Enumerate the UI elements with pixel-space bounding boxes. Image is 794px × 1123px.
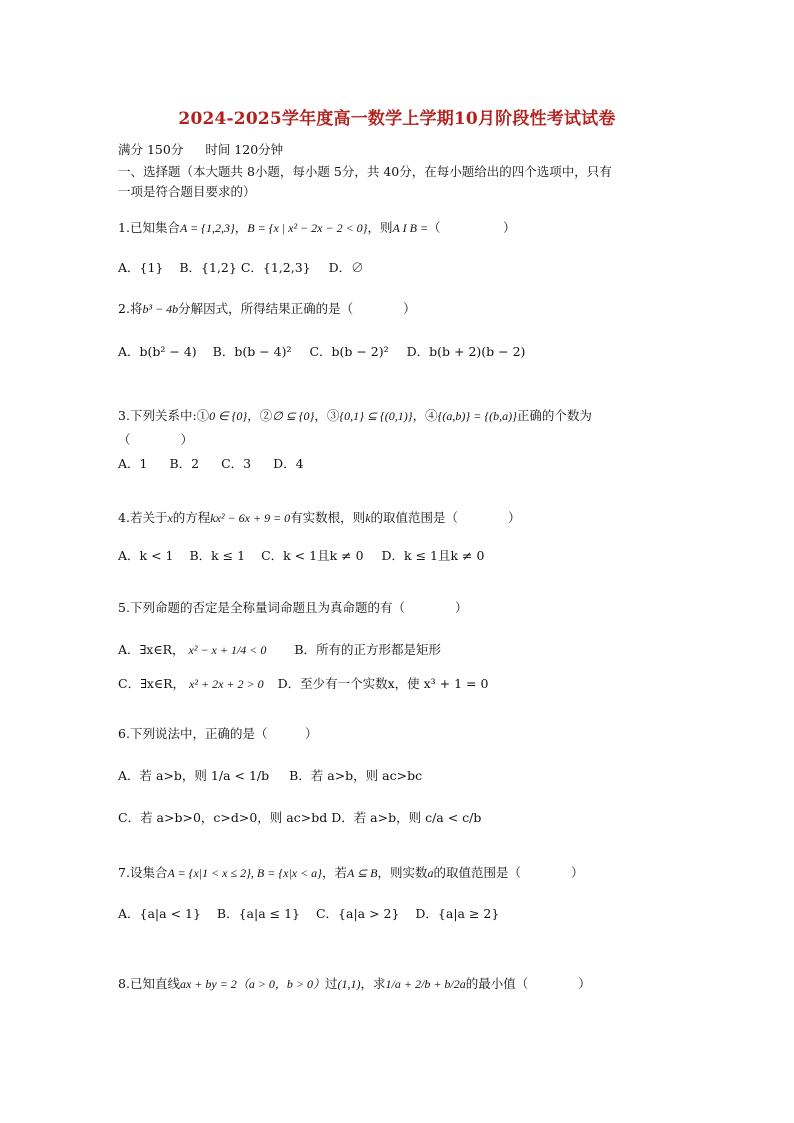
question-number: 4. [118,510,130,525]
separator: ，③ [314,408,340,423]
q6-options-row1 [118,766,422,784]
q4-options [118,546,484,564]
exam-meta [118,140,283,158]
question-number: 7. [118,865,130,880]
question-text: 的取值范围是（ ） [370,510,521,525]
option-a: A．若 a>b，则 1/a < 1/b [118,768,270,783]
question-8 [118,974,591,992]
question-text: 下列命题的否定是全称量词命题且为真命题的有（ ） [129,600,468,615]
question-text: 分解因式，所得结果正确的是（ ） [178,301,416,316]
question-text: 的方程 [172,510,211,525]
relation-4: {(a,b)} = {(b,a)} [437,409,517,423]
question-text: ，求 [360,976,386,991]
full-score: 满分 150分 [118,142,184,157]
option-d: D．若 a>b，则 c/a < c/b [331,810,482,825]
question-text: 下列关系中:① [129,408,210,423]
question-number: 5. [118,600,130,615]
option-c-prefix: C．∃x∈R， [118,676,186,691]
option-b: B．{a|a ≤ 1} [216,906,300,921]
q5-options-row1 [118,640,441,658]
question-text: 过 [325,976,338,991]
option-b: B．所有的正方形都是矩形 [294,642,442,657]
q5-options-row2 [118,674,488,692]
option-a: A．{a|a < 1} [118,906,201,921]
option-b: B．k ≤ 1 [189,548,246,563]
q3-options [118,454,304,472]
relation-2: ∅ ⊆ {0} [272,409,315,423]
question-text: 下列说法中，正确的是（ ） [129,726,318,741]
question-7 [118,863,584,881]
relation-1: 0 ∈ {0} [209,409,248,423]
question-3 [118,406,592,424]
option-b: B．b(b − 4)² [212,344,292,359]
page-title: 2024-2025学年度高一数学上学期10月阶段性考试试卷 [178,109,616,129]
answer-paren: （ ） [118,432,194,447]
set-definitions: A = {x|1 < x ≤ 2}, B = {x|x < a} [167,866,322,880]
question-text: 已知集合 [129,220,180,235]
question-text: ，则 [367,220,393,235]
option-c: C．{a|a > 2} [315,906,400,921]
option-d: D．至少有一个实数x，使 x³ + 1 = 0 [277,676,489,691]
question-text: 若关于 [129,510,168,525]
question-text: 将 [129,301,143,316]
option-d: D．∅ [328,260,364,275]
section-heading-line1: 一、选择题（本大题共 8小题，每小题 5分，共 40分，在每小题给出的四个选项中，只有 [118,164,612,179]
separator: ，④ [412,408,438,423]
question-1 [118,218,516,236]
option-a-expr: x² − x + 1/4 < 0 [188,643,267,657]
option-a: A．{1} [118,260,164,275]
option-b: B．2 [169,456,200,471]
question-number: 8. [118,976,130,991]
question-text: 的最小值（ ） [465,976,591,991]
option-d: D．b(b + 2)(b − 2) [406,344,526,359]
option-a: A．b(b² − 4) [118,344,197,359]
option-c: C．若 a>b>0，c>d>0，则 ac>bd [118,810,328,825]
question-number: 1. [118,220,130,235]
option-c: C．b(b − 2)² [309,344,389,359]
variable-x: x [167,511,173,525]
q2-options [118,342,525,360]
separator: ， [234,220,248,235]
option-c-expr: x² + 2x + 2 > 0 [189,677,264,691]
question-text: 有实数根，则 [290,510,366,525]
question-2 [118,299,416,317]
answer-paren: （ ） [428,220,516,235]
question-4 [118,508,521,526]
question-text: 的取值范围是（ ） [433,865,584,880]
equation: kx² − 6x + 9 = 0 [210,511,291,525]
question-text: ，若 [321,865,347,880]
option-d: D．{a|a ≥ 2} [415,906,500,921]
option-a: A．k < 1 [118,548,174,563]
q6-options-row2 [118,808,481,826]
question-text: 已知直线 [129,976,180,991]
separator: ，② [247,408,273,423]
condition: （a > 0，b > 0） [236,977,326,991]
variable-k: k [365,511,371,525]
question-text: 设集合 [129,865,168,880]
q1-options [118,258,364,276]
option-a-prefix: A．∃x∈R， [118,642,185,657]
question-number: 2. [118,301,130,316]
poly-expr: b³ − 4b [142,302,179,316]
option-a: A．1 [118,456,148,471]
section-heading-line2: 一项是符合题目要求的） [118,184,256,199]
variable-a: a [427,866,434,880]
subset-relation: A ⊆ B [347,866,378,880]
point: (1,1) [337,977,361,991]
exam-time: 时间 120分钟 [205,142,284,157]
question-number: 3. [118,408,130,423]
q7-options [118,904,499,922]
option-d: D．4 [273,456,304,471]
option-b: B．{1,2} [179,260,237,275]
question-text: 正确的个数为 [516,408,592,423]
option-d: D．k ≤ 1且k ≠ 0 [381,548,485,563]
question-text: ，则实数 [377,865,428,880]
question-6 [118,724,317,742]
target-expression: 1/a + 2/b + b/2a [385,977,466,991]
option-c: C．{1,2,3} [240,260,311,275]
question-number: 6. [118,726,130,741]
set-b: B = {x | x² − 2x − 2 < 0} [247,221,368,235]
relation-3: {0,1} ⊆ {(0,1)} [339,409,413,423]
option-c: C．k < 1且k ≠ 0 [261,548,364,563]
question-5 [118,598,467,616]
option-b: B．若 a>b，则 ac>bc [289,768,423,783]
intersection-expr: A I B = [392,221,429,235]
set-a: A = {1,2,3} [179,221,235,235]
line-equation: ax + by = 2 [179,977,237,991]
option-c: C．3 [221,456,252,471]
